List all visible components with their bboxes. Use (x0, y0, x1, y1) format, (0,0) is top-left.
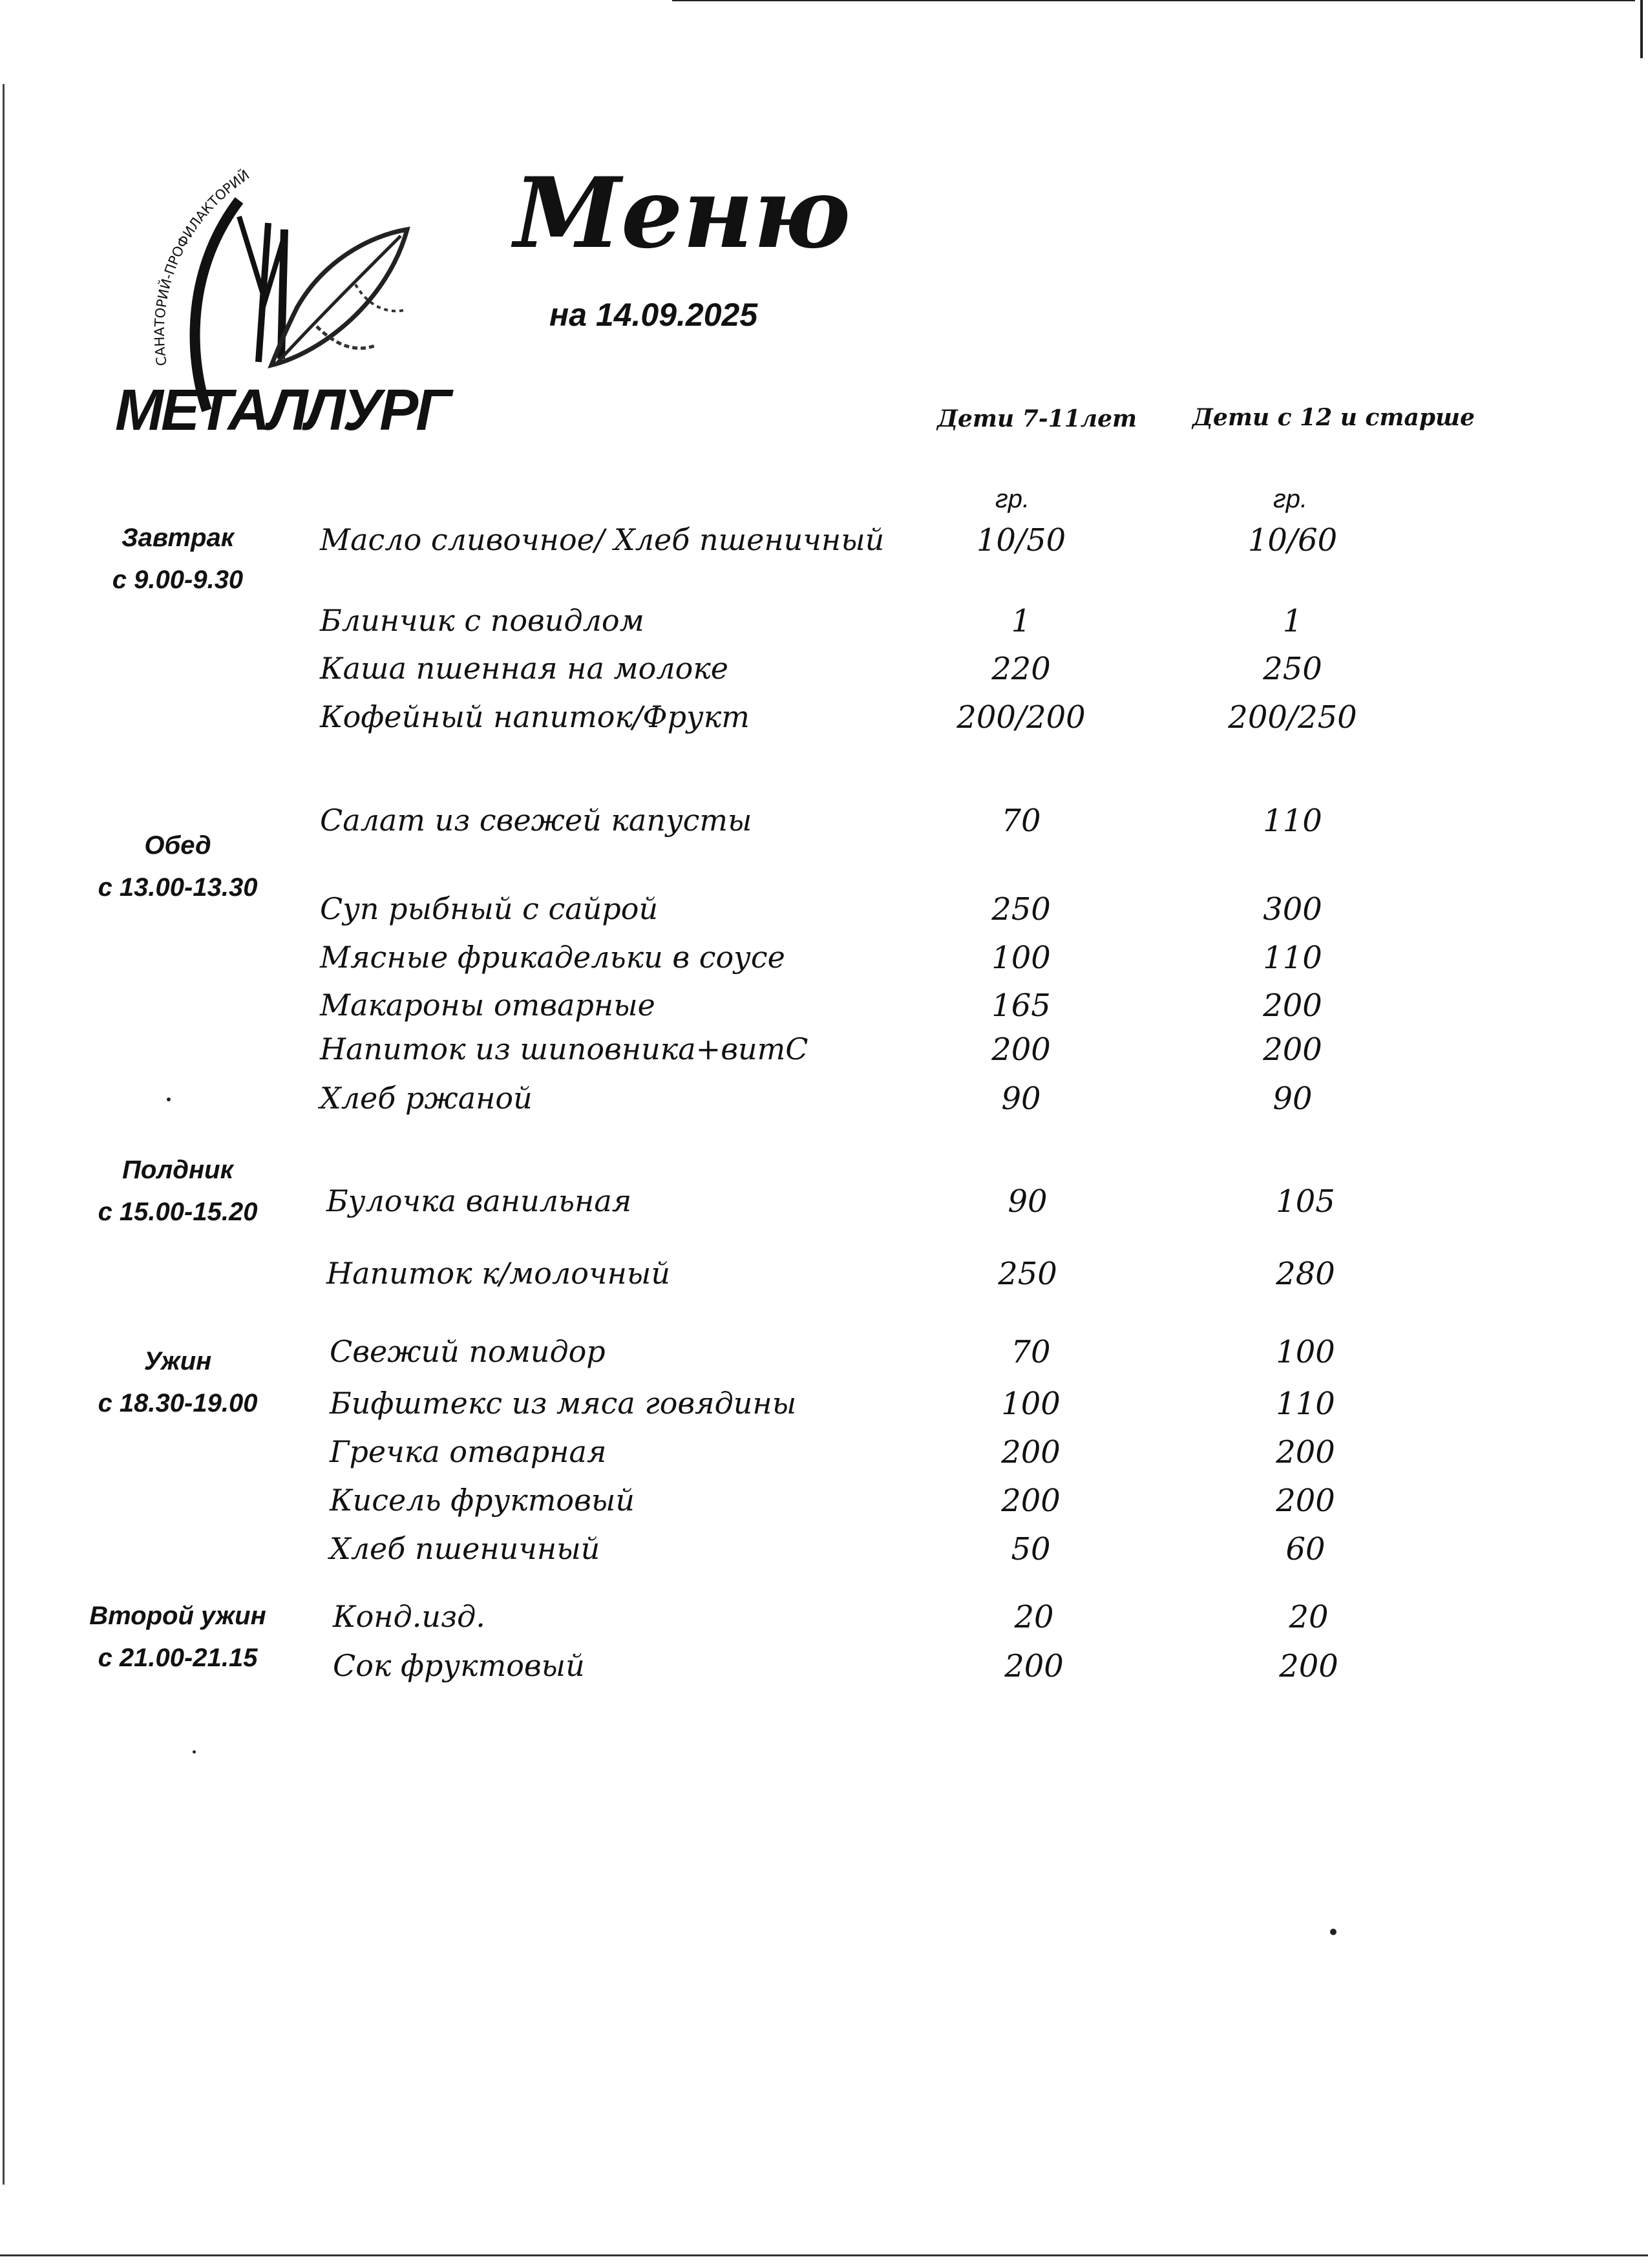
portion-group1: 50 (1011, 1531, 1051, 1567)
meal-name: Второй ужин (89, 1602, 266, 1630)
menu-date: на 14.09.2025 (549, 297, 758, 333)
dish-name: Свежий помидор (330, 1334, 606, 1369)
portion-group2: 250 (1263, 651, 1322, 687)
dish-name: Кофейный напиток/Фрукт (320, 699, 750, 734)
dish-name: Конд.изд. (333, 1599, 485, 1634)
portion-group1: 100 (1001, 1386, 1061, 1422)
dish-name: Булочка ванильная (326, 1183, 632, 1218)
dish-name: Мясные фрикадельки в соусе (320, 940, 785, 975)
column-header-group2: Дети с 12 и старше (1192, 404, 1475, 431)
unit-group1: гр. (995, 485, 1030, 513)
portion-group1: 200 (991, 1032, 1051, 1068)
portion-group2: 60 (1285, 1531, 1326, 1567)
portion-group1: 100 (991, 940, 1051, 976)
portion-group1: 70 (1001, 803, 1041, 839)
dish-name: Хлеб пшеничный (330, 1531, 600, 1566)
logo-wordmark: МЕТАЛЛУРГ (115, 378, 449, 443)
meal-time: с 13.00-13.30 (98, 873, 258, 902)
portion-group2: 1 (1282, 603, 1303, 639)
column-header-group1: Дети 7-11лет (937, 405, 1137, 432)
dish-name: Кисель фруктовый (330, 1483, 635, 1518)
dish-name: Напиток к/молочный (326, 1256, 670, 1291)
portion-group2: 90 (1273, 1081, 1313, 1117)
portion-group2: 200/250 (1228, 699, 1357, 736)
portion-group2: 20 (1289, 1599, 1329, 1635)
portion-group2: 10/60 (1247, 522, 1338, 558)
meal-time: с 15.00-15.20 (98, 1198, 258, 1226)
meal-time: с 21.00-21.15 (98, 1644, 258, 1672)
portion-group2: 110 (1263, 803, 1322, 839)
meal-name: Обед (144, 831, 211, 860)
portion-group1: 10/50 (976, 522, 1066, 558)
dish-name: Хлеб ржаной (320, 1081, 533, 1116)
portion-group1: 200 (1001, 1483, 1061, 1519)
dish-name: Суп рыбный с сайрой (320, 891, 659, 926)
portion-group2: 110 (1263, 940, 1322, 976)
portion-group1: 200/200 (956, 699, 1086, 736)
portion-group1: 200 (1004, 1648, 1064, 1684)
dish-name: Салат из свежей капусты (320, 803, 752, 838)
portion-group1: 90 (1008, 1183, 1048, 1220)
portion-group2: 110 (1276, 1386, 1335, 1422)
portion-group2: 280 (1276, 1256, 1335, 1292)
portion-group1: 1 (1011, 603, 1031, 639)
dish-name: Масло сливочное/ Хлеб пшеничный (320, 522, 885, 557)
meal-name: Ужин (143, 1347, 212, 1375)
portion-group1: 20 (1014, 1599, 1054, 1635)
portion-group1: 220 (991, 651, 1051, 687)
dish-name: Напиток из шиповника+витС (320, 1032, 808, 1066)
portion-group1: 200 (1001, 1434, 1061, 1470)
logo-arc-text: САНАТОРИЙ-ПРОФИЛАКТОРИЙ (151, 167, 253, 367)
page-title: Меню (514, 156, 851, 270)
dish-name: Гречка отварная (330, 1434, 607, 1469)
portion-group1: 250 (991, 891, 1051, 927)
unit-group2: гр. (1273, 485, 1308, 513)
portion-group2: 105 (1276, 1183, 1335, 1220)
portion-group2: 200 (1263, 988, 1322, 1024)
meal-name: Полдник (122, 1156, 233, 1184)
portion-group2: 100 (1276, 1334, 1335, 1370)
portion-group2: 200 (1276, 1483, 1335, 1519)
dish-name: Сок фруктовый (333, 1648, 585, 1683)
portion-group1: 250 (998, 1256, 1057, 1292)
portion-group2: 200 (1263, 1032, 1322, 1068)
portion-group1: 165 (991, 988, 1051, 1024)
portion-group1: 70 (1011, 1334, 1051, 1370)
meal-name: Завтрак (121, 524, 235, 552)
meal-time: с 9.00-9.30 (112, 566, 244, 594)
portion-group1: 90 (1001, 1081, 1041, 1117)
portion-group2: 200 (1279, 1648, 1338, 1684)
portion-group2: 300 (1263, 891, 1322, 927)
dish-name: Блинчик с повидлом (320, 603, 644, 638)
dish-name: Макароны отварные (320, 988, 655, 1023)
meal-time: с 18.30-19.00 (98, 1389, 258, 1417)
dish-name: Каша пшенная на молоке (320, 651, 729, 686)
dish-name: Бифштекс из мяса говядины (330, 1386, 797, 1421)
portion-group2: 200 (1276, 1434, 1335, 1470)
